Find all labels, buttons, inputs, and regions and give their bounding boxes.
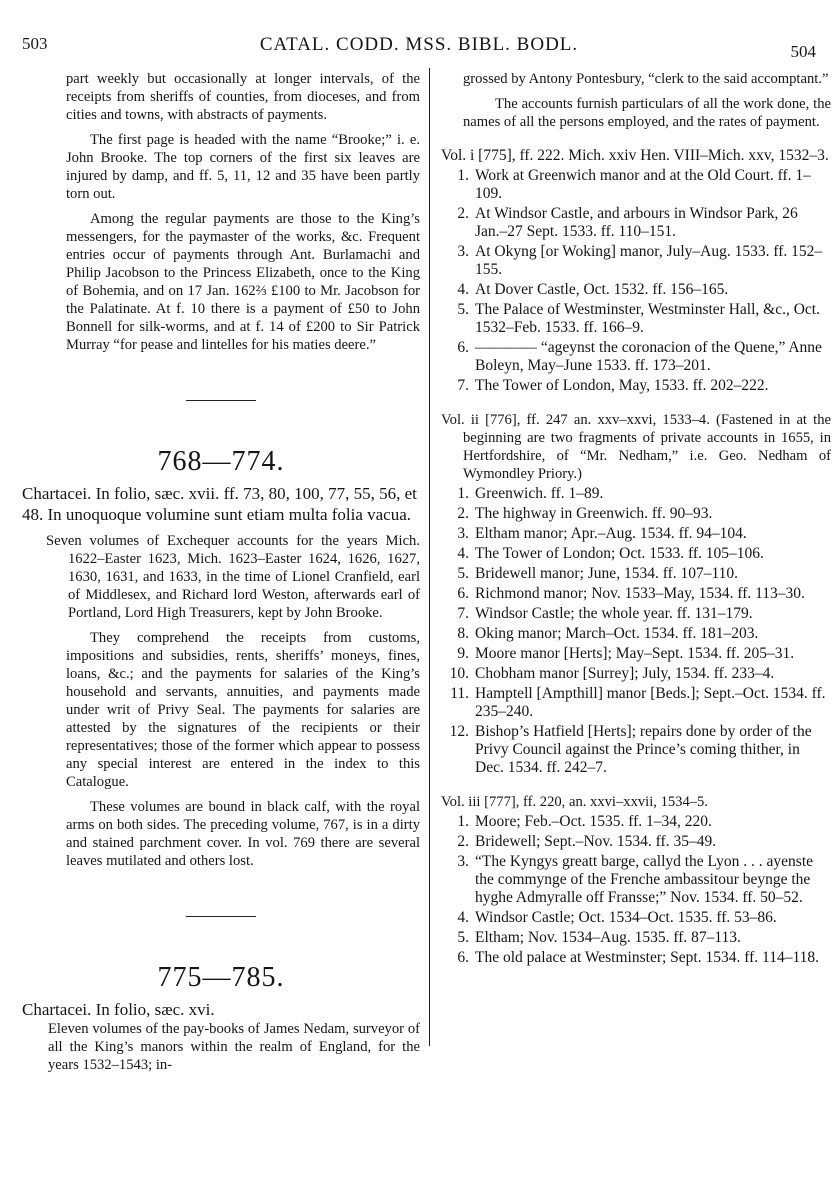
page-number-left: 503 xyxy=(22,34,48,53)
list-item: 2. The highway in Greenwich. ff. 90–93. xyxy=(457,505,713,522)
page-header xyxy=(0,34,838,64)
paragraph: grossed by Antony Pontesbury, “clerk to the said accomptant.” xyxy=(463,71,829,87)
list-item: 5. The Palace of Westminster, Westminster Hall, &c., Oct. 1532–Feb. 1533. ff. 166–9. xyxy=(457,301,820,336)
list-item: 7. The Tower of London, May, 1533. ff. 202–222. xyxy=(457,377,769,394)
entry-description: Chartacei. In folio, sæc. xvi. xyxy=(22,1000,215,1019)
volume-heading: Vol. i [775], ff. 222. Mich. xxiv Hen. VIII–Mich. xxv, 1532–3. xyxy=(441,147,829,164)
paragraph: They comprehend the receipts from customs, impositions and subsidies, rents, sheriffs’ moneys, fines, loans, &c.; and the payments for salaries of the King’s household and servants, annuities, and payments made under writ of Privy Seal. The payments for salaries are attested by the signatures of the recipients or their representatives; those of the former which appear to possess any special interest are entered in the index to this Catalogue. xyxy=(66,630,420,790)
list-item: 8. Oking manor; March–Oct. 1534. ff. 181–203. xyxy=(457,625,759,642)
list-item: 2. Bridewell; Sept.–Nov. 1534. ff. 35–49. xyxy=(457,833,717,850)
list-item: 10. Chobham manor [Surrey]; July, 1534. ff. 233–4. xyxy=(449,665,775,682)
volume-item-list xyxy=(441,167,831,395)
list-item: 2. At Windsor Castle, and arbours in Windsor Park, 26 Jan.–27 Sept. 1533. ff. 110–151. xyxy=(457,205,798,240)
section-separator xyxy=(186,400,256,401)
entry-description: Chartacei. In folio, sæc. xvii. ff. 73, 80, 100, 77, 55, 56, et 48. In unoquoque volumine sunt etiam multa folia vacua. xyxy=(22,484,417,524)
list-item: 9. Moore manor [Herts]; May–Sept. 1534. ff. 205–31. xyxy=(457,645,795,662)
paragraph: The accounts furnish particulars of all the work done, the names of all the persons employed, and the rates of payment. xyxy=(463,96,831,130)
list-item: 3. Eltham manor; Apr.–Aug. 1534. ff. 94–104. xyxy=(457,525,747,542)
list-item: 6. ———— “ageynst the coronacion of the Quene,” Anne Boleyn, May–June 1533. ff. 173–201. xyxy=(457,339,822,374)
right-column xyxy=(441,70,831,967)
paragraph: Eleven volumes of the pay-books of James Nedam, surveyor of all the King’s manors within the realm of England, for the years 1532–1543; in- xyxy=(48,1021,420,1073)
list-item: 4. At Dover Castle, Oct. 1532. ff. 156–165. xyxy=(457,281,729,298)
list-item: 4. Windsor Castle; Oct. 1534–Oct. 1535. ff. 53–86. xyxy=(457,909,777,926)
list-item: 1. Work at Greenwich manor and at the Old Court. ff. 1–109. xyxy=(457,167,811,202)
paragraph: These volumes are bound in black calf, with the royal arms on both sides. The preceding volume, 767, is in a dirty and stained parchment cover. In vol. 769 there are several leaves mutilated and others lost. xyxy=(66,799,420,869)
list-item: 5. Eltham; Nov. 1534–Aug. 1535. ff. 87–113. xyxy=(457,929,741,946)
paragraph: Among the regular payments are those to the King’s messengers, for the paymaster of the works, &c. Frequent entries occur of payments through Ant. Burlamachi and Philip Jacobson to the Princess Elizabeth, once to the King of Bohemia, and on 17 Jan. 162⅔ £100 to Mr. Jacobson for the Palatinate. At f. 10 there is a payment of £50 to John Bonnell for silk-worms, and at f. 14 of £200 to Sir Patrick Murray “for pease and lintelles for his maties deere.” xyxy=(66,211,420,353)
list-item: 1. Greenwich. ff. 1–89. xyxy=(457,485,604,502)
list-item: 1. Moore; Feb.–Oct. 1535. ff. 1–34, 220. xyxy=(457,813,712,830)
volume-heading: Vol. iii [777], ff. 220, an. xxvi–xxvii, 1534–5. xyxy=(441,794,709,810)
page-number-right: 504 xyxy=(790,42,816,61)
entry-number: 775—785. xyxy=(157,962,285,993)
paragraph: The first page is headed with the name “Brooke;” i. e. John Brooke. The top corners of the first six leaves are injured by damp, and ff. 5, 11, 12 and 35 have been partly torn out. xyxy=(66,132,420,202)
left-column xyxy=(22,70,420,1074)
section-separator xyxy=(186,916,256,917)
entry-number: 768—774. xyxy=(157,446,285,477)
volume-item-list xyxy=(441,485,831,777)
list-item: 4. The Tower of London; Oct. 1533. ff. 105–106. xyxy=(457,545,764,562)
list-item: 12. Bishop’s Hatfield [Herts]; repairs done by order of the Privy Council against the Prince’s coming thither, in Dec. 1534. ff. 242–7. xyxy=(449,723,812,776)
paragraph: part weekly but occasionally at longer intervals, of the receipts from sheriffs of counties, from dioceses, and from cities and towns, with abstracts of payments. xyxy=(66,71,420,123)
paragraph: Seven volumes of Exchequer accounts for the years Mich. 1622–Easter 1623, Mich. 1623–Easter 1624, 1626, 1627, 1630, 1631, and 1633, in the time of Lionel Cranfield, earl of Middlesex, and Richard lord Weston, afterwards earl of Portland, Lord High Treasurers, kept by John Brooke. xyxy=(46,533,420,621)
running-title: CATAL. CODD. MSS. BIBL. BODL. xyxy=(259,34,579,55)
list-item: 6. Richmond manor; Nov. 1533–May, 1534. ff. 113–30. xyxy=(457,585,805,602)
list-item: 6. The old palace at Westminster; Sept. 1534. ff. 114–118. xyxy=(457,949,819,966)
list-item: 3. “The Kyngys greatt barge, callyd the Lyon . . . ayenste the commynge of the Frenche ambassitour beynge the hyghe Admyralle off Fransse;” Nov. 1534. ff. 50–52. xyxy=(457,853,814,906)
list-item: 7. Windsor Castle; the whole year. ff. 131–179. xyxy=(457,605,753,622)
volume-heading: Vol. ii [776], ff. 247 an. xxv–xxvi, 1533–4. (Fastened in at the beginning are two fragments of private accounts in 1655, in Hertfordshire, of “Mr. Nedham,” i.e. Geo. Nedham of Wymondley Priory.) xyxy=(441,412,831,482)
volume-item-list xyxy=(441,813,831,967)
column-divider xyxy=(429,68,430,1046)
list-item: 11. Hamptell [Ampthill] manor [Beds.]; Sept.–Oct. 1534. ff. 235–240. xyxy=(450,685,826,720)
list-item: 3. At Okyng [or Woking] manor, July–Aug. 1533. ff. 152–155. xyxy=(457,243,823,278)
list-item: 5. Bridewell manor; June, 1534. ff. 107–110. xyxy=(457,565,739,582)
